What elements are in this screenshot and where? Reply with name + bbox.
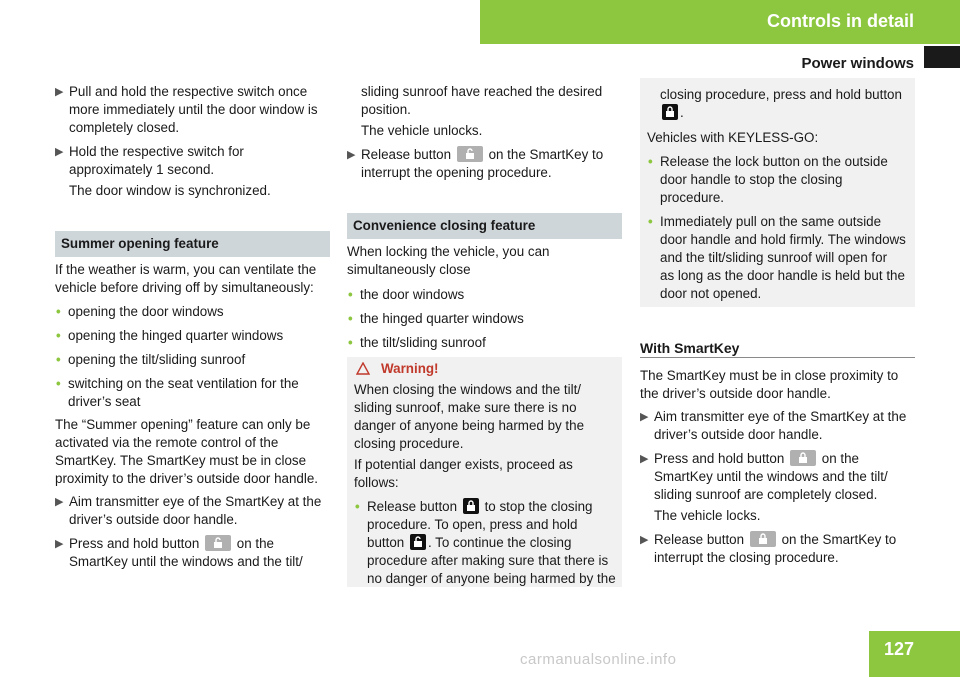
list-item: • switching on the seat ventilation for the driver’s seat: [56, 376, 299, 409]
watermark: carmanualsonline.info: [520, 651, 677, 668]
lock-key-icon: [463, 498, 479, 514]
list-item: • Release the lock button on the outside door handle to stop the closing procedure.: [648, 154, 888, 205]
summer-intro: If the weather is warm, you can ventilate the vehicle before driving off by simultaneously:: [55, 262, 317, 295]
convenience-closing-heading: Convenience closing feature: [347, 213, 622, 239]
warning-triangle-icon: [356, 362, 370, 375]
lock-key-icon: [790, 450, 816, 466]
with-smartkey-heading: With SmartKey: [640, 340, 740, 356]
bullet-dot-icon: •: [355, 499, 360, 514]
step-arrow-icon: ▶: [55, 86, 64, 98]
step-result: The vehicle unlocks.: [361, 123, 483, 138]
smartkey-intro: The SmartKey must be in close proximity to the driver’s outside door handle.: [640, 368, 899, 401]
keyless-go-label: Vehicles with KEYLESS-GO:: [647, 130, 819, 145]
chapter-tab-marker: [924, 46, 960, 68]
step-arrow-icon: ▶: [55, 496, 64, 508]
bullet-dot-icon: •: [348, 311, 353, 326]
bullet-dot-icon: •: [56, 328, 61, 343]
danger-text: If potential danger exists, proceed as follows:: [354, 457, 573, 490]
page-number: 127: [869, 631, 960, 677]
instruction-step: ▶ Release button on the SmartKey to interrupt the opening procedure.: [347, 147, 604, 180]
lock-key-icon: [662, 104, 678, 120]
instruction-step: ▶ Hold the respective switch for approximately 1 second.: [55, 144, 244, 177]
list-item: • opening the door windows: [56, 304, 224, 319]
instruction-step: ▶ Press and hold button on the SmartKey until the windows and the tilt/ sliding sunroof are completely closed.: [640, 451, 888, 502]
list-item: • the hinged quarter windows: [348, 311, 524, 326]
list-item: • Release button to stop the closing procedure. To open, press and hold button . To continue the closing procedure after making sure that there is no danger of anyone being harmed by the: [355, 499, 616, 586]
step-arrow-icon: ▶: [640, 453, 649, 465]
list-item: • the door windows: [348, 287, 465, 302]
list-item: • opening the tilt/sliding sunroof: [56, 352, 246, 367]
bullet-dot-icon: •: [56, 304, 61, 319]
warning-box-continued: [640, 78, 915, 307]
step-arrow-icon: ▶: [640, 411, 649, 423]
instruction-step: ▶ Release button on the SmartKey to interrupt the closing procedure.: [640, 532, 897, 565]
list-item: • opening the hinged quarter windows: [56, 328, 284, 343]
bullet-dot-icon: •: [348, 287, 353, 302]
list-item: • the tilt/sliding sunroof: [348, 335, 486, 350]
step-arrow-icon: ▶: [55, 146, 64, 158]
step-result: The door window is synchronized.: [69, 183, 271, 198]
unlock-key-icon: [205, 535, 231, 551]
list-item: • Immediately pull on the same outside door handle and hold firmly. The windows and the tilt/sliding sunroof will open for as long as the door handle is held but the door not opened.: [648, 214, 906, 301]
warning-continuation: closing procedure, press and hold button .: [660, 87, 902, 120]
step-continuation: sliding sunroof have reached the desired position.: [361, 84, 603, 117]
convenience-intro: When locking the vehicle, you can simultaneously close: [347, 244, 550, 277]
instruction-step: ▶ Aim transmitter eye of the SmartKey at the driver’s outside door handle.: [640, 409, 907, 442]
instruction-step: ▶ Press and hold button on the SmartKey until the windows and the tilt/: [55, 536, 303, 569]
section-title: Power windows: [801, 55, 914, 72]
step-result: The vehicle locks.: [654, 508, 761, 523]
bullet-dot-icon: •: [648, 214, 653, 229]
unlock-key-icon: [410, 534, 426, 550]
instruction-step: ▶ Aim transmitter eye of the SmartKey at the driver’s outside door handle.: [55, 494, 322, 527]
summer-note: The “Summer opening” feature can only be activated via the remote control of the SmartKey. The SmartKey must be in close proximity to the driver’s outside door handle.: [55, 417, 318, 486]
instruction-step: ▶ Pull and hold the respective switch once more immediately until the door window is completely closed.: [55, 84, 318, 135]
bullet-dot-icon: •: [56, 352, 61, 367]
chapter-title: Controls in detail: [480, 0, 960, 44]
step-arrow-icon: ▶: [55, 538, 64, 550]
summer-opening-heading: Summer opening feature: [55, 231, 330, 257]
warning-text: When closing the windows and the tilt/ sliding sunroof, make sure there is no danger of anyone being harmed by the closing procedure.: [354, 382, 585, 451]
step-arrow-icon: ▶: [347, 149, 356, 161]
step-arrow-icon: ▶: [640, 534, 649, 546]
unlock-key-icon: [457, 146, 483, 162]
warning-title: Warning!: [381, 361, 439, 376]
warning-box: [347, 357, 622, 587]
heading-underline: [640, 357, 915, 358]
lock-key-icon: [750, 531, 776, 547]
bullet-dot-icon: •: [56, 376, 61, 391]
bullet-dot-icon: •: [348, 335, 353, 350]
bullet-dot-icon: •: [648, 154, 653, 169]
